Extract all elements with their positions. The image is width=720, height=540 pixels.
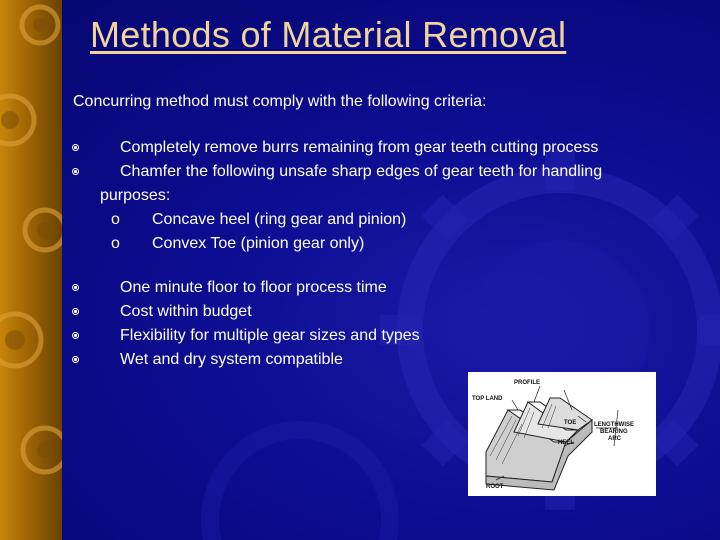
bullet-icon [72, 308, 79, 315]
label-lengthwise: LENGTHWISE [594, 422, 634, 428]
list-item-text: Flexibility for multiple gear sizes and types [120, 327, 420, 344]
sub-list-item-text: Convex Toe (pinion gear only) [152, 235, 365, 252]
label-profile: PROFILE [514, 380, 541, 386]
bullet-icon [72, 356, 79, 363]
slide-title: Methods of Material Removal [90, 14, 567, 55]
label-arc: ARC [608, 436, 621, 442]
sub-bullet-icon: o [111, 235, 120, 252]
label-bearing: BEARING [600, 429, 628, 435]
sub-list-item-text: Concave heel (ring gear and pinion) [152, 211, 407, 228]
bullet-icon [72, 332, 79, 339]
bullet-icon [72, 168, 79, 175]
sub-bullet-icon: o [111, 211, 120, 228]
left-decorative-strip [0, 0, 62, 540]
gear-tooth-illustration [468, 372, 656, 496]
list-item-text: Wet and dry system compatible [120, 351, 343, 368]
gear-tooth-diagram [468, 372, 656, 496]
label-root: ROOT [486, 484, 504, 490]
list-item-text: Completely remove burrs remaining from gear teeth cutting process [120, 139, 599, 156]
label-top-land: TOP LAND [472, 396, 503, 402]
bullet-icon [72, 284, 79, 291]
list-item-text: Cost within budget [120, 303, 252, 320]
label-toe: TOE [564, 420, 577, 426]
bullet-icon [72, 144, 79, 151]
label-heel: HEEL [558, 440, 575, 446]
list-item-text: Chamfer the following unsafe sharp edges of gear teeth for handling [120, 163, 603, 180]
list-item-continuation-text: purposes: [100, 187, 171, 204]
intro-text: Concurring method must comply with the following criteria: [73, 93, 487, 110]
gear-pattern-graphic [0, 0, 62, 540]
list-item-text: One minute floor to floor process time [120, 279, 387, 296]
